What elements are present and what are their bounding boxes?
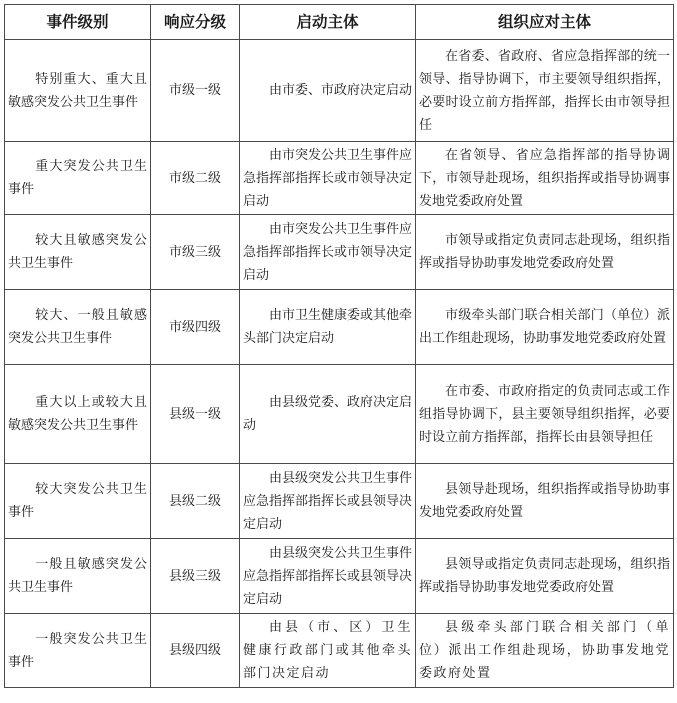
table-row: [5, 365, 674, 464]
initiator-cell: 由市委、市政府决定启动: [240, 40, 416, 142]
table-row: [5, 142, 674, 215]
response-level-cell: 市级四级: [151, 290, 240, 365]
event-level-cell: 较大且敏感突发公共卫生事件: [5, 215, 151, 290]
event-level-cell: 重大突发公共卫生事件: [5, 142, 151, 215]
response-level-cell: 县级三级: [151, 539, 240, 614]
organizer-cell: 在省领导、省应急指挥部的指导协调下，市领导赴现场，组织指挥或指导协调事发地党委政府处置: [416, 142, 674, 215]
organizer-cell: 市领导或指定负责同志赴现场，组织指挥或指导协助事发地党委政府处置: [416, 215, 674, 290]
header-response-level: 响应分级: [151, 5, 240, 40]
table-row: [5, 290, 674, 365]
table-row: [5, 464, 674, 539]
organizer-cell: 在市委、市政府指定的负责同志或工作组指导协调下，县主要领导组织指挥，必要时设立前方指挥部，指挥长由县领导担任: [416, 365, 674, 464]
initiator-cell: 由县（市、区）卫生健康行政部门或其他牵头部门决定启动: [240, 614, 416, 688]
response-level-cell: 县级四级: [151, 614, 240, 688]
organizer-cell: 在省委、省政府、省应急指挥部的统一领导、指导协调下，市主要领导组织指挥，必要时设立前方指挥部，指挥长由市领导担任: [416, 40, 674, 142]
organizer-cell: 市级牵头部门联合相关部门（单位）派出工作组赴现场，协助事发地党委政府处置: [416, 290, 674, 365]
table-row: [5, 215, 674, 290]
initiator-cell: 由市突发公共卫生事件应急指挥部指挥长或市领导决定启动: [240, 215, 416, 290]
event-level-cell: 一般突发公共卫生事件: [5, 614, 151, 688]
response-level-cell: 市级一级: [151, 40, 240, 142]
table-row: [5, 614, 674, 688]
event-level-cell: 重大以上或较大且敏感突发公共卫生事件: [5, 365, 151, 464]
header-event-level: 事件级别: [5, 5, 151, 40]
organizer-cell: 县领导或指定负责同志赴现场，组织指挥或指导协助事发地党委政府处置: [416, 539, 674, 614]
response-level-cell: 市级三级: [151, 215, 240, 290]
initiator-cell: 由市突发公共卫生事件应急指挥部指挥长或市领导决定启动: [240, 142, 416, 215]
response-level-cell: 县级二级: [151, 464, 240, 539]
initiator-cell: 由市卫生健康委或其他牵头部门决定启动: [240, 290, 416, 365]
initiator-cell: 由县级突发公共卫生事件应急指挥部指挥长或县领导决定启动: [240, 464, 416, 539]
response-level-table: [4, 4, 674, 688]
table-row: [5, 539, 674, 614]
response-level-cell: 县级一级: [151, 365, 240, 464]
event-level-cell: 一般且敏感突发公共卫生事件: [5, 539, 151, 614]
header-initiator: 启动主体: [240, 5, 416, 40]
event-level-cell: 较大、一般且敏感突发公共卫生事件: [5, 290, 151, 365]
initiator-cell: 由县级党委、政府决定启动: [240, 365, 416, 464]
response-level-cell: 市级二级: [151, 142, 240, 215]
organizer-cell: 县领导赴现场，组织指挥或指导协助事发地党委政府处置: [416, 464, 674, 539]
event-level-cell: 较大突发公共卫生事件: [5, 464, 151, 539]
header-row: [5, 5, 674, 40]
event-level-cell: 特别重大、重大且敏感突发公共卫生事件: [5, 40, 151, 142]
initiator-cell: 由县级突发公共卫生事件应急指挥部指挥长或县领导决定启动: [240, 539, 416, 614]
organizer-cell: 县级牵头部门联合相关部门（单位）派出工作组赴现场，协助事发地党委政府处置: [416, 614, 674, 688]
table-row: [5, 40, 674, 142]
header-organizer: 组织应对主体: [416, 5, 674, 40]
